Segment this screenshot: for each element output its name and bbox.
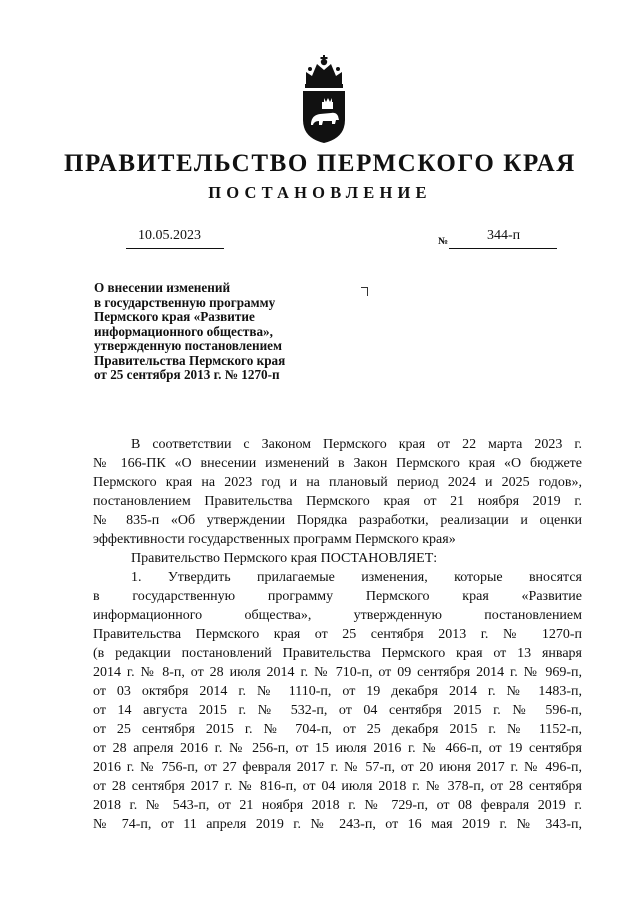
government-title: ПРАВИТЕЛЬСТВО ПЕРМСКОГО КРАЯ: [64, 150, 576, 177]
body-line: от 25 сентября 2015 г. № 704-п, от 25 декабря 2015 г. № 1152-п,: [93, 722, 582, 737]
body-line: постановлением Правительства Пермского края от 21 ноября 2019 г.: [93, 494, 582, 509]
document-date: 10.05.2023: [138, 228, 201, 243]
body-line: Пермского края на 2023 год и на плановый период 2024 и 2025 годов»,: [93, 475, 582, 490]
document-subject: [94, 281, 285, 383]
number-sign: №: [438, 236, 449, 247]
subject-line: от 25 сентября 2013 г. № 1270-п: [94, 367, 280, 382]
subject-line: утвержденную постановлением: [94, 338, 283, 353]
body-line: № 166-ПК «О внесении изменений в Закон Пермского края «О бюджете: [93, 456, 582, 471]
date-field: [126, 226, 224, 249]
document-number: 344-п: [487, 228, 521, 243]
body-line: Правительство Пермского края ПОСТАНОВЛЯЕТ:: [131, 551, 438, 566]
body-line: 1. Утвердить прилагаемые изменения, которые вносятся: [131, 570, 582, 585]
body-line: В соответствии с Законом Пермского края от 22 марта 2023 г.: [131, 437, 582, 452]
subject-line: в государственную программу: [94, 294, 276, 310]
body-line: 2018 г. № 543-п, от 21 ноября 2018 г. № 729-п, от 08 февраля 2019 г.: [93, 798, 582, 813]
number-field: [449, 226, 557, 249]
subject-line: О внесении изменений: [94, 280, 231, 295]
coat-of-arms-icon: [298, 54, 350, 144]
subject-line: Пермского края «Развитие: [94, 309, 255, 324]
subject-line: информационного общества»,: [94, 323, 273, 339]
body-line: Правительства Пермского края от 25 сентября 2013 г. № 1270-п: [93, 627, 582, 642]
body-line: от 28 сентября 2017 г. № 816-п, от 04 июля 2018 г. № 378-п, от 28 сентября: [93, 779, 582, 794]
body-line: от 03 октября 2014 г. № 1110-п, от 19 декабря 2014 г. № 1483-п,: [93, 684, 582, 699]
document-body: [93, 435, 582, 834]
body-line: эффективности государственных программ Пермского края»: [93, 532, 456, 547]
body-line: 2016 г. № 756-п, от 27 февраля 2017 г. № 57-п, от 20 июня 2017 г. № 496-п,: [93, 760, 582, 775]
body-line: № 835-п «Об утверждении Порядка разработки, реализации и оценки: [93, 513, 582, 528]
document-type: ПОСТАНОВЛЕНИЕ: [208, 183, 432, 202]
body-line: в государственную программу Пермского края «Развитие: [93, 589, 582, 604]
subject-line: Правительства Пермского края: [94, 352, 286, 368]
corner-mark: [361, 287, 368, 296]
body-line: (в редакции постановлений Правительства Пермского края от 13 января: [93, 646, 582, 661]
body-line: информационного общества», утвержденную постановлением: [93, 608, 582, 623]
body-line: от 28 апреля 2016 г. № 256-п, от 15 июля 2016 г. № 466-п, от 19 сентября: [93, 741, 582, 756]
body-line: от 14 августа 2015 г. № 532-п, от 04 сентября 2015 г. № 596-п,: [93, 703, 582, 718]
body-line: 2014 г. № 8-п, от 28 июля 2014 г. № 710-п, от 09 сентября 2014 г. № 969-п,: [93, 665, 582, 680]
body-line: № 74-п, от 11 апреля 2019 г. № 243-п, от 16 мая 2019 г. № 343-п,: [93, 817, 582, 832]
